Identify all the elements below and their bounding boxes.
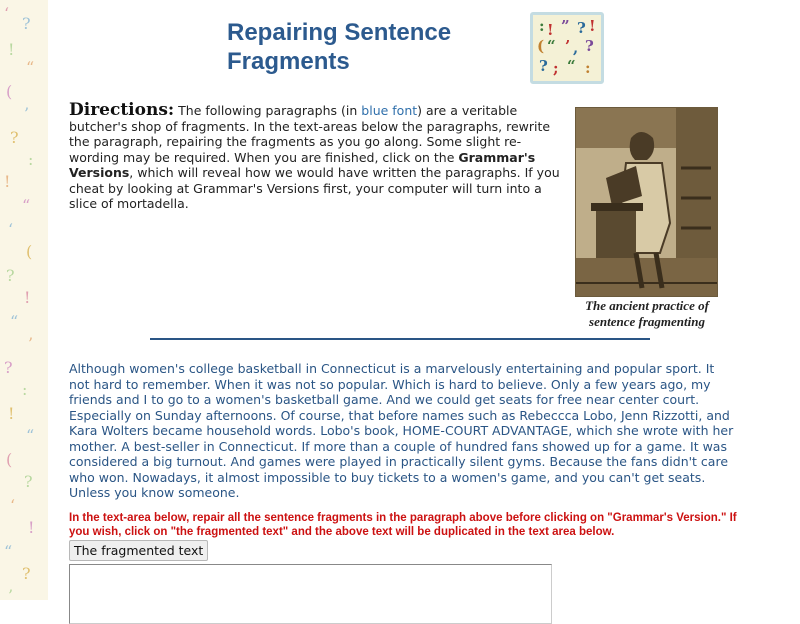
repair-textarea[interactable] (69, 564, 552, 624)
page-title (227, 18, 451, 76)
repair-instructions: In the text-area below, repair all the sentence fragments in the paragraph above before clicking on "Grammar's Version." If you wish, click on "the fragmented text" and the above text will be duplicated in the text area below. (69, 512, 737, 538)
fragmented-text-button[interactable]: The fragmented text (69, 540, 208, 561)
directions-text-3: , which will reveal how we would have written the paragraphs. If you cheat by looking at Grammar's Versions first, your computer will turn into a slice of mortadella. (69, 165, 560, 211)
caption-line2: sentence fragmenting (589, 314, 705, 329)
directions-text-1: The following paragraphs (in (174, 103, 362, 118)
page-title-line1: Repairing Sentence (227, 19, 452, 46)
punctuation-logo: : ! ” ? ! ( “ ’ , ? ? ; “ : (530, 12, 604, 84)
fragmented-paragraph: Although women's college basketball in Connecticut is a marvelously entertaining and popular sport. It not hard to remember. When it was not so popular. Which is hard to believe. Only a few years ago, my friends and I to go to a women's basketball game. And we could get seats for free near center court. Especially on Sunday afternoons. Of course, that before names such as Rebeccca Lobo, Jenn Rizzotti, and Kara Wolters became household words. Lobo's book, HOME-COURT ADVANTAGE, which she wrote with her mother. A best-seller in Connecticut. If more than a couple of hundred fans showed up for a game. It was considered a big turnout. And games were played in practically silent gyms. Because the fans didn't care who won. Nowadays, it almost impossible to buy tickets to a women's game, and you can't get seats. Unless you know someone. (69, 361, 734, 500)
decorative-punctuation-border: ‘ ? ! “ ( ’ ? : ! “ ‘ ( ? ! “ ’ ? : ! “ ( ? ‘ ! “ ? ’ (0, 0, 48, 600)
directions-block (69, 100, 564, 212)
grammar-versions-label: Grammar's Versions (69, 149, 536, 180)
ancient-scribe-image (575, 107, 718, 297)
page-title-line2: Fragments (227, 48, 350, 75)
image-caption (572, 298, 722, 330)
directions-text-2: ) are a veritable butcher's shop of fragments. In the text-areas below the paragraphs, rewrite the paragraph, repairing the fragments as you go along. Some slight re-wording may be required. When you are finished, click on the (69, 103, 551, 165)
directions-heading: Directions: (69, 100, 175, 120)
caption-line1: The ancient practice of (585, 298, 709, 313)
blue-font-label: blue font (361, 103, 418, 118)
section-divider (150, 338, 650, 340)
